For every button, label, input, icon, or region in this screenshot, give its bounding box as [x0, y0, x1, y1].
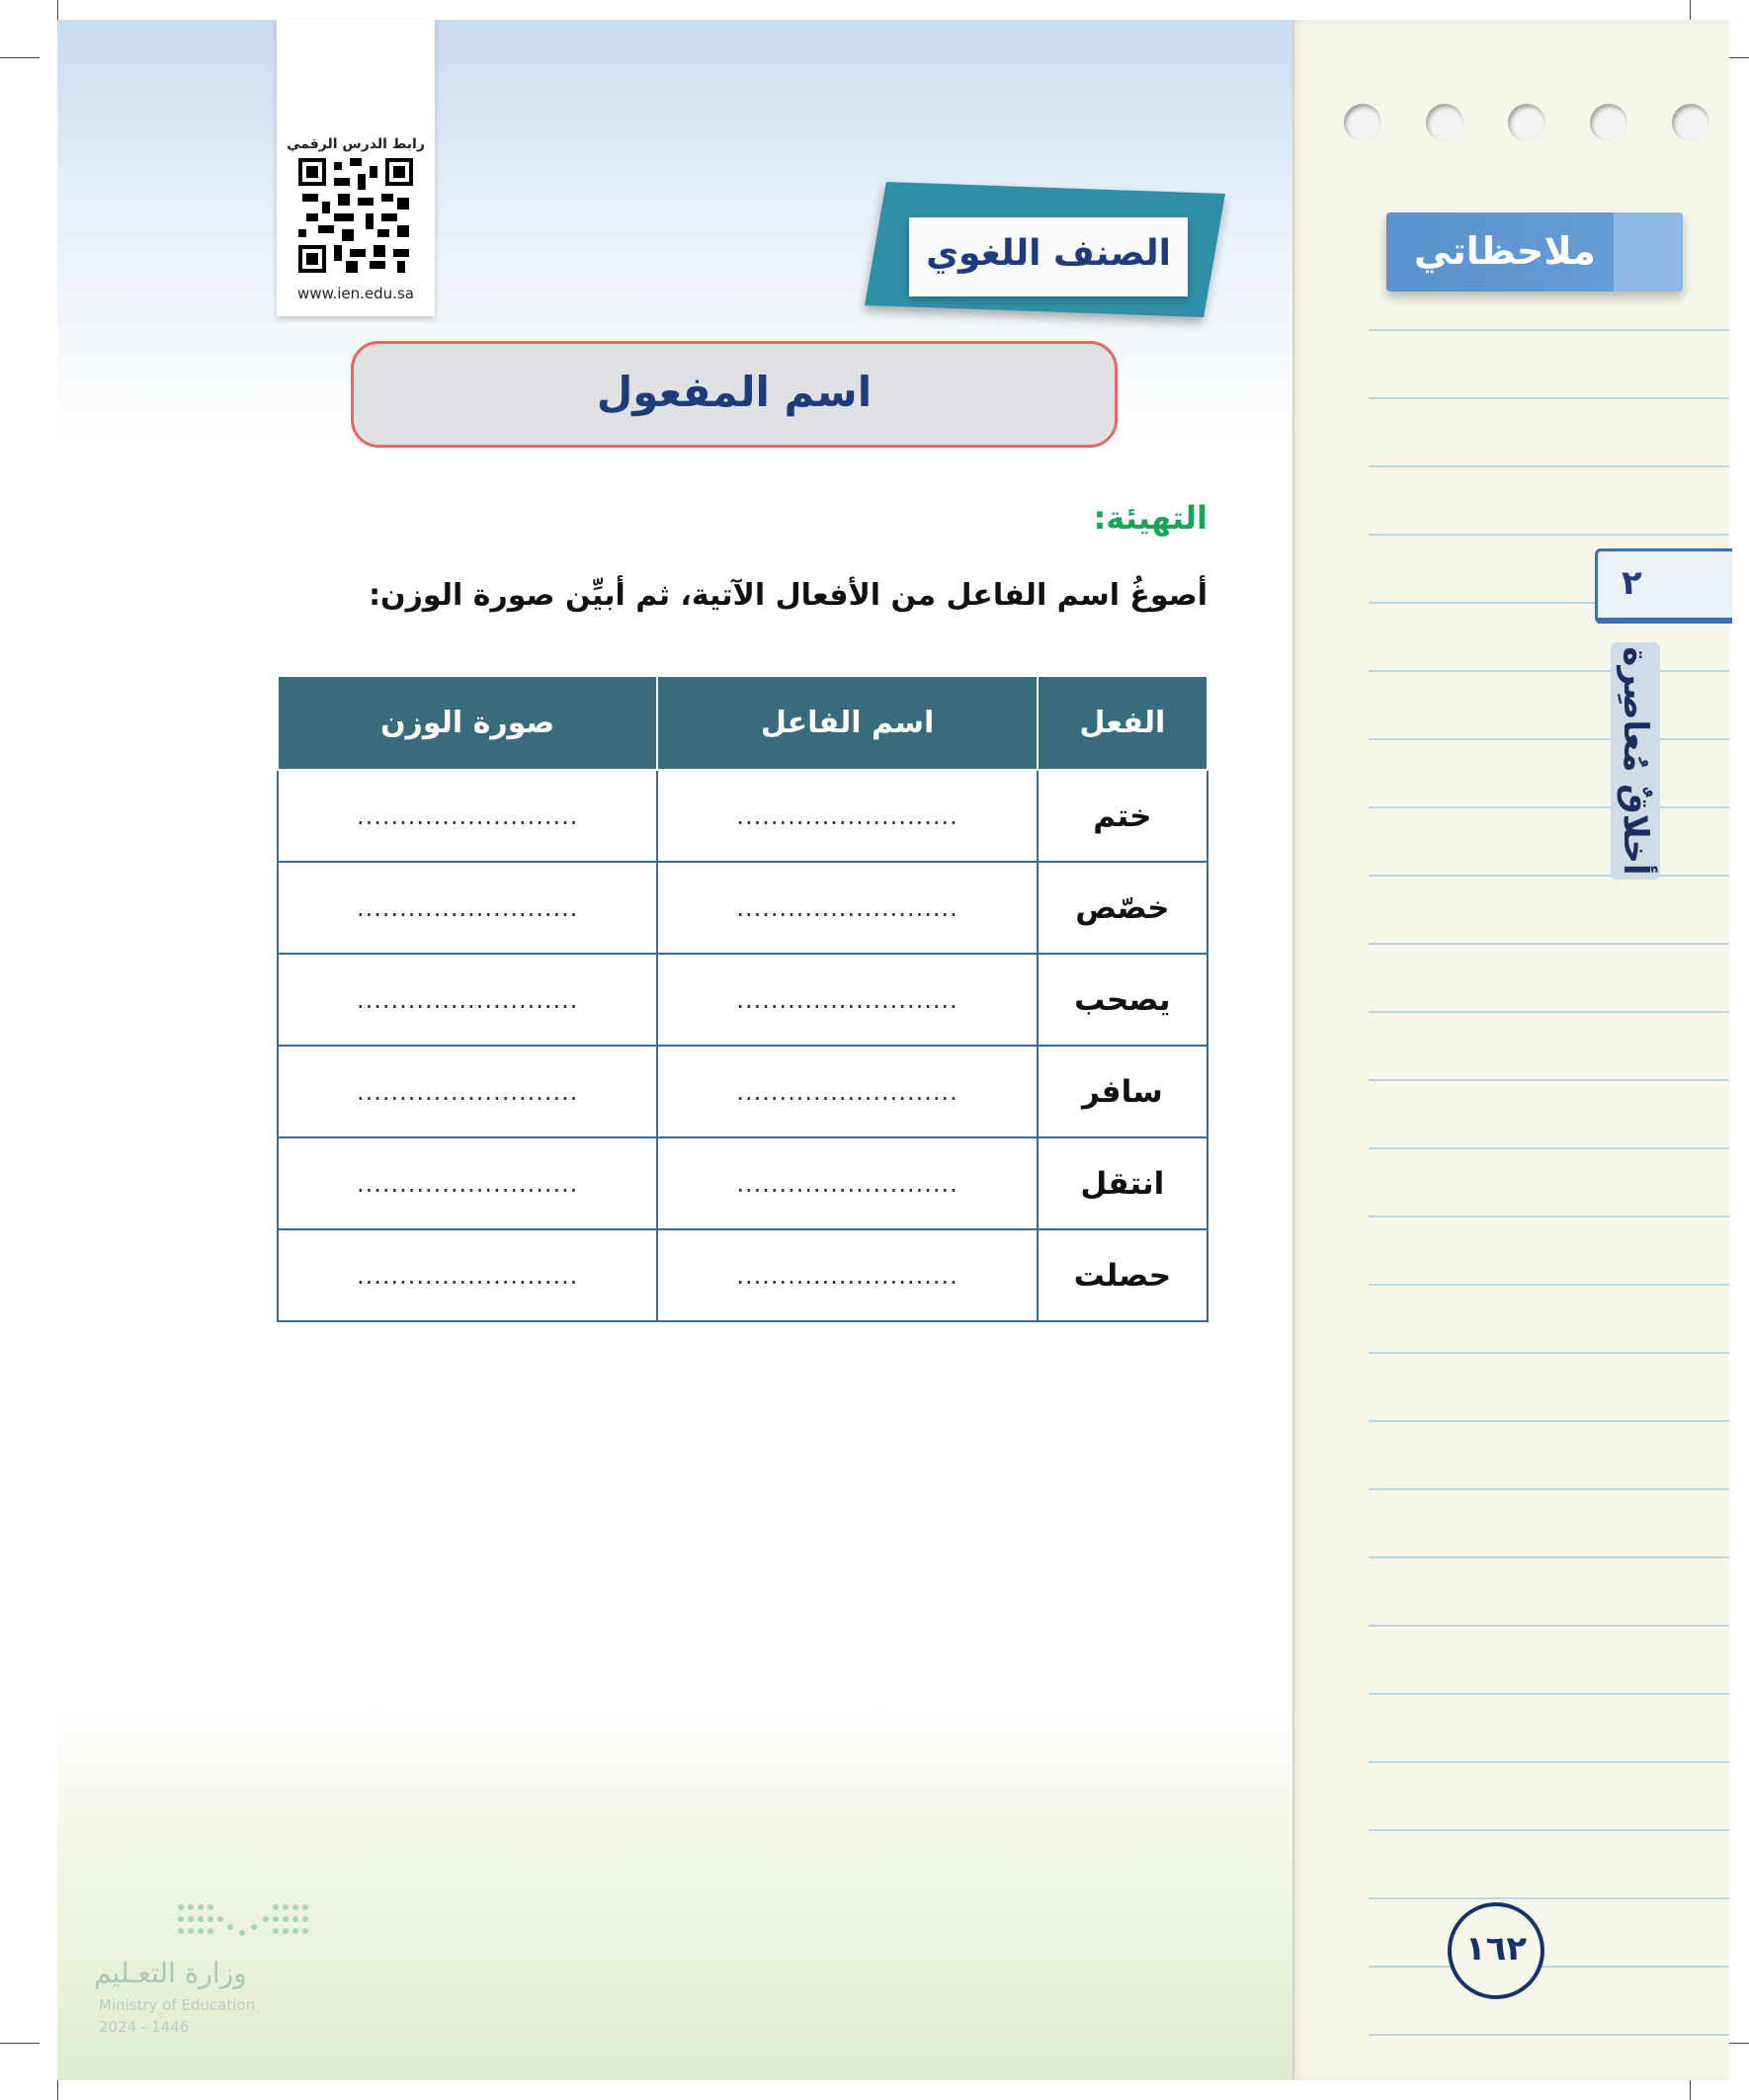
notebook-line: [1369, 943, 1729, 945]
unit-title-tab: [1611, 642, 1660, 880]
binder-hole: [1344, 104, 1381, 141]
ministry-dots-icon: [173, 1897, 321, 1947]
table-row: [278, 1046, 1208, 1137]
notebook-line: [1369, 1420, 1729, 1422]
unit-tab-bar: [1598, 618, 1732, 624]
unit-number: ٢: [1622, 563, 1642, 603]
table-row: [278, 862, 1208, 954]
verb-cell: حصلت: [1038, 1229, 1208, 1321]
agent-noun-blank[interactable]: ..........................: [657, 954, 1037, 1046]
unit-number-tab: [1595, 548, 1732, 624]
binder-hole: [1508, 104, 1545, 141]
prep-heading: التهيئة:: [1093, 499, 1208, 537]
category-banner-front: [909, 217, 1188, 296]
verb-cell: انتقل: [1038, 1137, 1208, 1229]
verb-cell: يصحب: [1038, 954, 1208, 1046]
verb-cell: ختم: [1038, 770, 1208, 862]
notebook-line: [1369, 1011, 1729, 1013]
instruction-text: أصوغُ اسم الفاعل من الأفعال الآتية، ثم أبيِّن صورة الوزن:: [369, 578, 1208, 613]
crop-mark: [0, 57, 40, 58]
notebook-line: [1369, 329, 1729, 331]
notebook-line: [1369, 670, 1729, 672]
notebook-line: [1369, 1693, 1729, 1695]
notebook-line: [1369, 534, 1729, 536]
notebook-line: [1369, 1829, 1729, 1831]
notebook-line: [1369, 806, 1729, 808]
lesson-title: اسم المفعول: [596, 368, 873, 416]
notebook-line: [1369, 1625, 1729, 1627]
table-row: [278, 1137, 1208, 1229]
binder-hole: [1672, 104, 1709, 141]
notebook-line: [1369, 1352, 1729, 1354]
notebook-line: [1369, 1488, 1729, 1490]
ministry-name-ar: وزارة التعـليم: [94, 1957, 247, 1989]
table-header-row: [278, 676, 1208, 770]
qr-url[interactable]: www.ien.edu.sa: [297, 285, 414, 302]
pattern-blank[interactable]: ..........................: [278, 954, 657, 1046]
header-verb: الفعل: [1038, 676, 1208, 770]
notebook-line: [1369, 1966, 1729, 1968]
ministry-name-en: Ministry of Education: [99, 1996, 256, 2014]
notebook-line: [1369, 465, 1729, 467]
agent-noun-blank[interactable]: ..........................: [657, 862, 1037, 954]
ministry-year: 2024 - 1446: [99, 2018, 190, 2036]
crop-mark: [0, 2043, 40, 2044]
notes-label: ملاحظاتي: [1414, 229, 1596, 273]
header-pattern: صورة الوزن: [278, 676, 657, 770]
unit-title: أخلاقٌ مُعاصِرة: [1616, 646, 1655, 876]
notes-tag-accent: [1614, 212, 1683, 292]
table-row: [278, 1229, 1208, 1321]
notebook-line: [1369, 1897, 1729, 1899]
header-agent-noun: اسم الفاعل: [657, 676, 1037, 770]
notebook-line: [1369, 1147, 1729, 1149]
table-row: [278, 954, 1208, 1046]
lesson-title-box: [351, 341, 1118, 448]
agent-noun-blank[interactable]: ..........................: [657, 1229, 1037, 1321]
notebook-line: [1369, 397, 1729, 399]
notebook-line: [1369, 1216, 1729, 1218]
pattern-blank[interactable]: ..........................: [278, 862, 657, 954]
notebook-line: [1369, 875, 1729, 877]
binder-hole: [1590, 104, 1627, 141]
verb-cell: خصّص: [1038, 862, 1208, 954]
qr-code-icon[interactable]: [298, 158, 413, 273]
page-number: ١٦٢: [1448, 1902, 1544, 1999]
qr-label: رابط الدرس الرقمي: [287, 136, 425, 152]
notebook-line: [1369, 1079, 1729, 1081]
category-banner: [874, 188, 1215, 311]
agent-noun-blank[interactable]: ..........................: [657, 1046, 1037, 1137]
verb-cell: سافر: [1038, 1046, 1208, 1137]
pattern-blank[interactable]: ..........................: [278, 770, 657, 862]
notebook-line: [1369, 2034, 1729, 2036]
verbs-table: [277, 675, 1208, 1322]
notebook-line: [1369, 1284, 1729, 1286]
notebook-line: [1369, 1556, 1729, 1558]
pattern-blank[interactable]: ..........................: [278, 1137, 657, 1229]
notebook-line: [1369, 1761, 1729, 1763]
qr-card[interactable]: [277, 20, 435, 316]
notebook-line: [1369, 738, 1729, 740]
agent-noun-blank[interactable]: ..........................: [657, 1137, 1037, 1229]
pattern-blank[interactable]: ..........................: [278, 1046, 657, 1137]
agent-noun-blank[interactable]: ..........................: [657, 770, 1037, 862]
ministry-logo: [94, 1897, 331, 2046]
table-row: [278, 770, 1208, 862]
pattern-blank[interactable]: ..........................: [278, 1229, 657, 1321]
notes-tag: [1386, 212, 1683, 292]
category-label: الصنف اللغوي: [926, 233, 1171, 274]
binder-hole: [1426, 104, 1463, 141]
binder-holes: [1344, 104, 1709, 143]
